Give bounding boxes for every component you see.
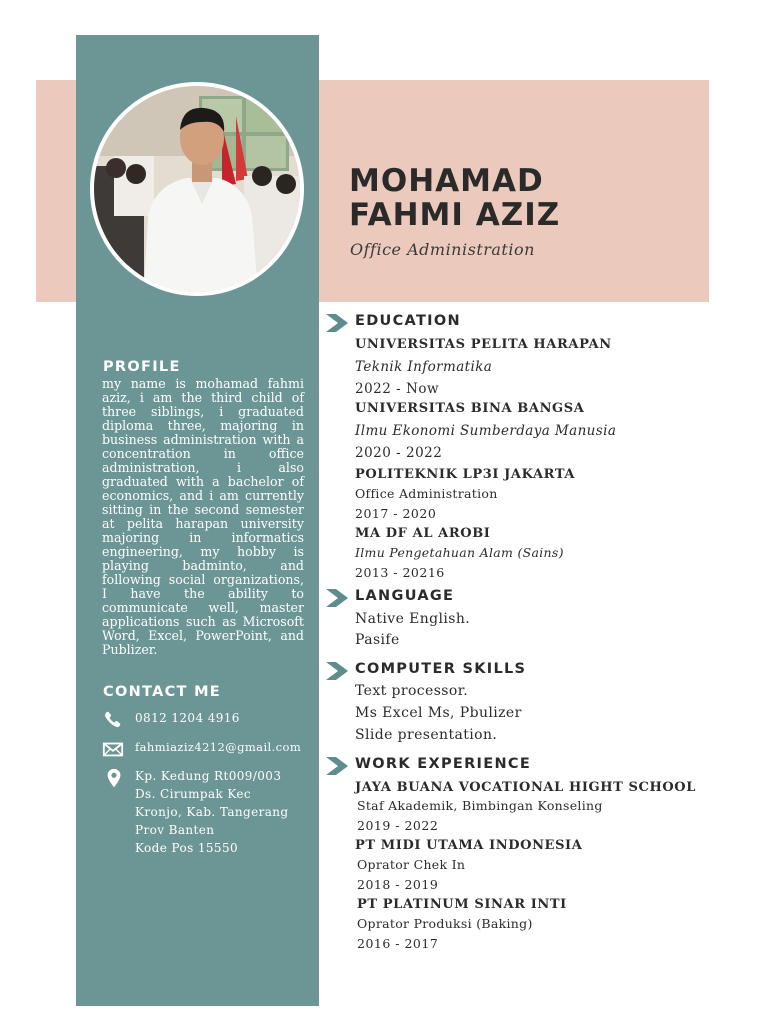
email-address: fahmiaziz4212@gmail.com — [135, 740, 302, 754]
address-line-3: Kronjo, Kab. Tangerang — [135, 805, 289, 819]
address-line-5: Kode Pos 15550 — [135, 841, 239, 855]
work-position: Staf Akademik, Bimbingan Konseling — [357, 798, 603, 813]
job-title: Office Administration — [350, 240, 535, 259]
address-line-1: Kp. Kedung Rt009/003 — [135, 769, 282, 783]
chevron-right-icon — [326, 589, 348, 607]
education-major: Teknik Informatika — [355, 359, 493, 375]
profile-photo — [90, 82, 304, 296]
chevron-right-icon — [326, 662, 348, 680]
language-item: Native English. — [355, 611, 471, 627]
work-company: JAYA BUANA VOCATIONAL HIGHT SCHOOL — [355, 780, 696, 795]
profile-photo-illustration — [94, 86, 300, 292]
work-company: PT MIDI UTAMA INDONESIA — [355, 838, 583, 853]
language-heading: LANGUAGE — [355, 588, 455, 604]
phone-number: 0812 1204 4916 — [135, 711, 240, 725]
work-heading: WORK EXPERIENCE — [355, 756, 532, 772]
profile-heading: PROFILE — [103, 359, 181, 375]
work-position: Oprator Produksi (Baking) — [357, 916, 533, 931]
chevron-right-icon — [326, 314, 348, 332]
education-years: 2022 - Now — [355, 381, 439, 397]
education-years: 2020 - 2022 — [355, 445, 443, 461]
phone-icon — [102, 709, 124, 731]
name-line-1: MOHAMAD — [349, 163, 544, 199]
candidate-name — [349, 164, 560, 232]
skills-heading: COMPUTER SKILLS — [355, 661, 527, 677]
work-years: 2016 - 2017 — [357, 936, 439, 951]
work-years: 2018 - 2019 — [357, 877, 439, 892]
envelope-icon — [102, 738, 124, 760]
education-major: Office Administration — [355, 486, 498, 501]
education-school: UNIVERSITAS BINA BANGSA — [355, 401, 585, 416]
education-heading: EDUCATION — [355, 313, 461, 329]
education-school: UNIVERSITAS PELITA HARAPAN — [355, 337, 612, 352]
education-major: Ilmu Ekonomi Sumberdaya Manusia — [355, 423, 617, 439]
profile-text: my name is mohamad fahmi aziz, i am the third child of three siblings, i graduated diploma three, majoring in business administration with a concentration in office administration, i also graduated with a bachelor of economics, and i am currently sitting in the second semester at pelita harapan university majoring in informatics engineering, my hobby is playing badminto, and following social organizations, I have the ability to communicate well, master applications such as Microsoft Word, Excel, PowerPoint, and Publizer. — [102, 376, 304, 657]
work-years: 2019 - 2022 — [357, 818, 439, 833]
chevron-right-icon — [326, 757, 348, 775]
skill-item: Ms Excel Ms, Pbulizer — [355, 705, 522, 721]
skill-item: Slide presentation. — [355, 727, 498, 743]
work-position: Oprator Chek In — [357, 857, 466, 872]
skill-item: Text processor. — [355, 683, 469, 699]
address-line-2: Ds. Cirumpak Kec — [135, 787, 252, 801]
education-years: 2013 - 20216 — [355, 565, 445, 580]
name-line-2: FAHMI AZIZ — [349, 197, 561, 233]
education-major: Ilmu Pengetahuan Alam (Sains) — [355, 545, 564, 560]
location-pin-icon — [103, 767, 125, 789]
work-company: PT PLATINUM SINAR INTI — [357, 897, 567, 912]
education-years: 2017 - 2020 — [355, 506, 437, 521]
contact-heading: CONTACT ME — [103, 684, 222, 700]
education-school: POLITEKNIK LP3I JAKARTA — [355, 467, 576, 482]
language-item: Pasife — [355, 632, 400, 648]
address-line-4: Prov Banten — [135, 823, 215, 837]
education-school: MA DF AL AROBI — [355, 526, 491, 541]
